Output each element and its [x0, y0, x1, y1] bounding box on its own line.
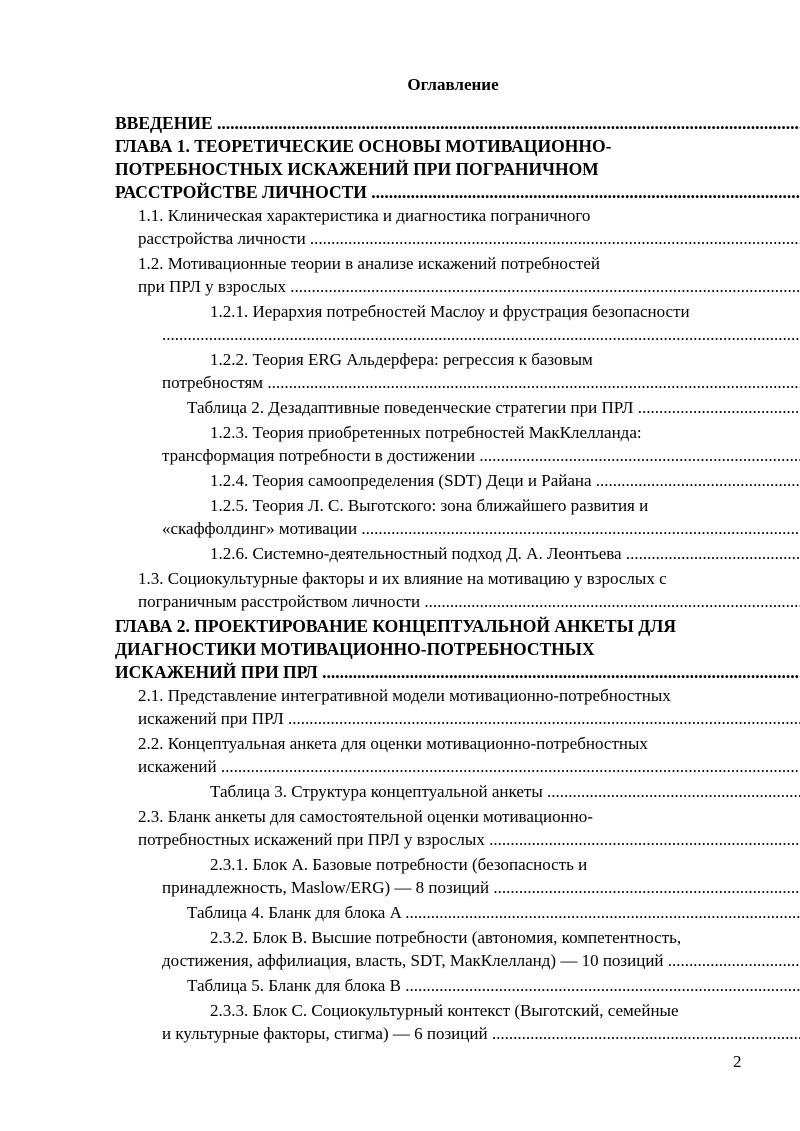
- toc-entry-line: 1.2.2. Теория ERG Альдерфера: регрессия к базовым: [210, 350, 593, 369]
- toc-entry-line: [0, 323, 800, 346]
- toc-entry-line: 2.3.3. Блок C. Социокультурный контекст (Выготский, семейные: [210, 1001, 679, 1020]
- toc-entry[interactable]: [0, 421, 800, 467]
- toc-entry-line: РАССТРОЙСТВЕ ЛИЧНОСТИ .....: [0, 181, 800, 204]
- toc-entry[interactable]: [0, 853, 800, 899]
- toc-entry-line: достижения, аффилиация, власть, SDT, МакКлелланд) — 10 позиций .....: [0, 949, 800, 972]
- toc-entry-line: и культурные факторы, стигма) — 6 позиций .....: [0, 1022, 800, 1045]
- toc-entry-line: 1.2.1. Иерархия потребностей Маслоу и фрустрация безопасности: [210, 302, 690, 321]
- toc-entry-line: 1.3. Социокультурные факторы и их влияние на мотивацию у взрослых с: [138, 569, 667, 588]
- toc-entry-line: 1.2. Мотивационные теории в анализе искажений потребностей: [138, 254, 600, 273]
- toc-entry[interactable]: [0, 805, 800, 851]
- toc-entry-line: Таблица 2. Дезадаптивные поведенческие стратегии при ПРЛ .....: [0, 396, 800, 419]
- toc-entry[interactable]: [0, 348, 800, 394]
- toc-entry-line: 1.2.3. Теория приобретенных потребностей МакКлелланда:: [210, 423, 642, 442]
- toc-entry[interactable]: [0, 567, 800, 613]
- toc-entry[interactable]: [0, 684, 800, 730]
- toc-entry[interactable]: [0, 396, 800, 419]
- toc-entry[interactable]: [0, 252, 800, 298]
- toc-entry-line: ВВЕДЕНИЕ .....: [0, 112, 800, 135]
- toc-entry-line: расстройства личности .....: [0, 227, 800, 250]
- toc-entry-line: 2.1. Представление интегративной модели мотивационно-потребностных: [138, 686, 671, 705]
- toc-entry[interactable]: [0, 112, 800, 135]
- toc-entry[interactable]: [0, 204, 800, 250]
- toc-entry-line: 2.2. Концептуальная анкета для оценки мотивационно-потребностных: [138, 734, 648, 753]
- toc-entry[interactable]: [0, 300, 800, 346]
- toc-entry-line: при ПРЛ у взрослых .....: [0, 275, 800, 298]
- toc-entry-line: трансформация потребности в достижении .....: [0, 444, 800, 467]
- toc-entry-line: ДИАГНОСТИКИ МОТИВАЦИОННО-ПОТРЕБНОСТНЫХ: [115, 639, 595, 659]
- toc-entry[interactable]: [0, 926, 800, 972]
- toc-entry-line: пограничным расстройством личности .....: [0, 590, 800, 613]
- toc-entry-line: 2.3.2. Блок B. Высшие потребности (автономия, компетентность,: [210, 928, 682, 947]
- toc-entry-line: искажений .....: [0, 755, 800, 778]
- toc-entry-line: Таблица 5. Бланк для блока B .....: [0, 974, 800, 997]
- toc-entry[interactable]: [0, 732, 800, 778]
- toc-entry-line: ПОТРЕБНОСТНЫХ ИСКАЖЕНИЙ ПРИ ПОГРАНИЧНОМ: [115, 159, 599, 179]
- toc-entry-line: 1.2.5. Теория Л. С. Выготского: зона ближайшего развития и: [210, 496, 649, 515]
- toc-entry-line: Таблица 4. Бланк для блока A .....: [0, 901, 800, 924]
- toc-entry[interactable]: [0, 901, 800, 924]
- toc-entry-line: ГЛАВА 2. ПРОЕКТИРОВАНИЕ КОНЦЕПТУАЛЬНОЙ АНКЕТЫ ДЛЯ: [115, 616, 676, 636]
- toc-entry-line: принадлежность, Maslow/ERG) — 8 позиций .....: [0, 876, 800, 899]
- toc-entry-line: искажений при ПРЛ .....: [0, 707, 800, 730]
- toc-entry[interactable]: [0, 615, 800, 684]
- toc-entry-line: Таблица 3. Структура концептуальной анкеты .....: [0, 780, 800, 803]
- page-number: 2: [733, 1052, 742, 1071]
- toc-entry-line: «скаффолдинг» мотивации .....: [0, 517, 800, 540]
- toc-entry-line: ИСКАЖЕНИЙ ПРИ ПРЛ .....: [0, 661, 800, 684]
- toc-entry[interactable]: [0, 542, 800, 565]
- toc-entry[interactable]: [0, 999, 800, 1045]
- toc-entry-line: 2.3.1. Блок A. Базовые потребности (безопасность и: [210, 855, 588, 874]
- toc-entry[interactable]: [0, 494, 800, 540]
- toc-entry[interactable]: [0, 469, 800, 492]
- toc-entry[interactable]: [0, 974, 800, 997]
- toc-entry-line: 2.3. Бланк анкеты для самостоятельной оценки мотивационно-: [138, 807, 593, 826]
- toc-entry[interactable]: [0, 135, 800, 204]
- toc-entry-line: 1.1. Клиническая характеристика и диагностика пограничного: [138, 206, 591, 225]
- toc-title: Оглавление: [407, 75, 499, 94]
- toc-entry-line: потребностных искажений при ПРЛ у взрослых .....: [0, 828, 800, 851]
- toc-entry-line: ГЛАВА 1. ТЕОРЕТИЧЕСКИЕ ОСНОВЫ МОТИВАЦИОННО-: [115, 136, 612, 156]
- toc-entry-line: 1.2.6. Системно-деятельностный подход Д. А. Леонтьева .....: [0, 542, 800, 565]
- toc-entry-line: потребностям .....: [0, 371, 800, 394]
- toc-entry[interactable]: [0, 780, 800, 803]
- toc-entry-line: 1.2.4. Теория самоопределения (SDT) Деци и Райана .....: [0, 469, 800, 492]
- table-of-contents: [0, 112, 800, 1047]
